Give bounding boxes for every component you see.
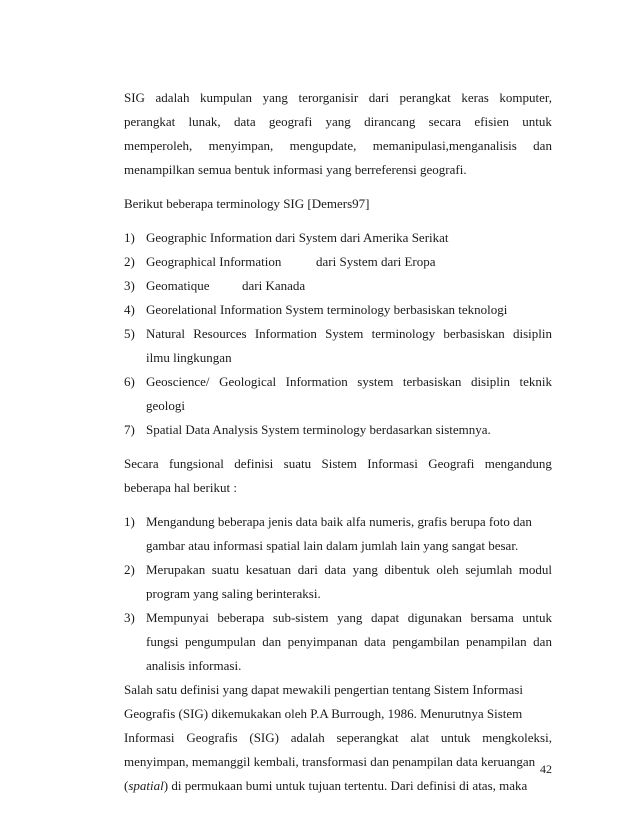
word: SIG (124, 90, 145, 105)
word: penampilan (466, 634, 527, 649)
word: pengambilan (392, 634, 460, 649)
word: fungsi (146, 634, 179, 649)
word: yang (262, 90, 288, 105)
word: untuk (522, 610, 552, 625)
word: Sistem (321, 456, 357, 471)
word: menyimpan, (208, 138, 274, 153)
word: Geoscience/ (146, 374, 210, 389)
text-line: ilmu lingkungan (146, 350, 232, 365)
word: Geografis (186, 730, 238, 745)
word: efisien (474, 114, 510, 129)
list-number: 2) (124, 562, 135, 577)
word: dapat (370, 610, 400, 625)
list-item (124, 274, 552, 298)
list-item (124, 370, 552, 418)
text-line (146, 606, 552, 630)
word: Informasi (124, 730, 175, 745)
word: Mempunyai (146, 610, 209, 625)
word: perangkat (124, 114, 176, 129)
text-line: program yang saling berinteraksi. (146, 586, 321, 601)
word: kesatuan (245, 562, 292, 577)
list-item (124, 250, 552, 274)
text-line: analisis informasi. (146, 658, 242, 673)
word: untuk (440, 730, 471, 745)
word: disiplin (470, 374, 510, 389)
word: dan (262, 634, 282, 649)
list-text: Spatial Data Analysis System terminology berdasarkan sistemnya. (146, 422, 491, 437)
list-number: 5) (124, 326, 135, 341)
word: geografi (268, 114, 313, 129)
word: Informasi (367, 456, 418, 471)
paragraph-burrough (124, 678, 552, 798)
word: berbasiskan (443, 326, 505, 341)
text-line (124, 86, 552, 110)
term-name: Geographical Information (146, 254, 282, 269)
word: dari (297, 562, 318, 577)
word: untuk (522, 114, 552, 129)
text-line (124, 110, 552, 134)
page-content (124, 86, 552, 798)
word: komputer, (499, 90, 552, 105)
word: sejumlah (465, 562, 513, 577)
paragraph-definition (124, 86, 552, 182)
word: yang (337, 610, 363, 625)
list-item (124, 418, 552, 442)
text-line (146, 370, 552, 394)
word: perangkat (399, 90, 451, 105)
word: penyimpanan (287, 634, 358, 649)
word: terbasiskan (402, 374, 462, 389)
word: oleh (436, 562, 459, 577)
text-line (146, 322, 552, 346)
word: terminology (371, 326, 436, 341)
word: bersama (470, 610, 514, 625)
word: sub-sistem (272, 610, 329, 625)
list-text (146, 558, 552, 606)
text-line (146, 558, 552, 582)
word: adalah (155, 90, 190, 105)
word: yang (352, 562, 378, 577)
list-text: Geographic Information dari System dari Amerika Serikat (146, 230, 449, 245)
word: Secara (124, 456, 159, 471)
word: modul (518, 562, 552, 577)
word: dirancang (364, 114, 416, 129)
word: Natural (146, 326, 185, 341)
term-name: Geomatique (146, 278, 210, 293)
term-origin: dari System dari Eropa (316, 254, 436, 269)
word: definisi (234, 456, 274, 471)
word: yang (325, 114, 351, 129)
list-text (146, 510, 552, 558)
list-item (124, 226, 552, 250)
text-line (146, 630, 552, 654)
text-line (124, 774, 552, 798)
list-number: 7) (124, 422, 135, 437)
word: Geografi (428, 456, 475, 471)
list-text (146, 274, 552, 298)
text-line (124, 726, 552, 750)
word: lunak, (188, 114, 221, 129)
word: dan (533, 138, 552, 153)
list-number: 4) (124, 302, 135, 317)
word: digunakan (407, 610, 462, 625)
list-item (124, 558, 552, 606)
text-line: menyimpan, memanggil kembali, transformasi dan penampilan data keruangan (124, 754, 536, 769)
list-text (146, 606, 552, 678)
list-number: 2) (124, 254, 135, 269)
list-number: 3) (124, 610, 135, 625)
text-line: Salah satu definisi yang dapat mewakili pengertian tentang Sistem Informasi (124, 682, 523, 697)
list-text: Georelational Information System terminology berbasiskan teknologi (146, 302, 508, 317)
list-text (146, 250, 552, 274)
text-line: Mengandung beberapa jenis data baik alfa numeris, grafis berupa foto dan (146, 514, 532, 529)
list-number: 6) (124, 374, 135, 389)
word: mengupdate, (289, 138, 357, 153)
word: memanipulasi,menganalisis (372, 138, 517, 153)
list-item (124, 322, 552, 370)
text-line: beberapa hal berikut : (124, 480, 237, 495)
word: data (364, 634, 386, 649)
list-text (146, 370, 552, 418)
word: disiplin (512, 326, 552, 341)
text-line: Geografis (SIG) dikemukakan oleh P.A Burrough, 1986. Menurutnya Sistem (124, 706, 523, 721)
function-list (124, 510, 552, 678)
text-line: geologi (146, 398, 185, 413)
text-line (124, 452, 552, 476)
italic-term: spatial (128, 778, 164, 793)
word: data (233, 114, 256, 129)
word: Information (285, 374, 348, 389)
text-line: gambar atau informasi spatial lain dalam jumlah lain yang sangat besar. (146, 538, 519, 553)
word: memperoleh, (124, 138, 193, 153)
word: dari (368, 90, 389, 105)
word: teknik (519, 374, 552, 389)
paren: ( (124, 778, 129, 793)
text-segment: ) di permukaan bumi untuk tujuan tertentu. Dari definisi di atas, maka (163, 778, 528, 793)
word: Information (254, 326, 317, 341)
word: kumpulan (200, 90, 253, 105)
text-line: menampilkan semua bentuk informasi yang berreferensi geografi. (124, 162, 467, 177)
word: mengkoleksi, (482, 730, 552, 745)
paragraph-functional (124, 452, 552, 500)
word: dan (533, 634, 552, 649)
word: terorganisir (298, 90, 359, 105)
terminology-list (124, 226, 552, 442)
word: Resources (193, 326, 247, 341)
word: beberapa (217, 610, 265, 625)
word: alat (410, 730, 430, 745)
word: suatu (211, 562, 240, 577)
word: fungsional (169, 456, 224, 471)
word: pengumpulan (185, 634, 256, 649)
word: (SIG) (249, 730, 279, 745)
list-text (146, 322, 552, 370)
word: suatu (283, 456, 312, 471)
text-line (124, 134, 552, 158)
word: System (325, 326, 364, 341)
word: Geological (219, 374, 277, 389)
word: keras (461, 90, 489, 105)
word: dibentuk (384, 562, 430, 577)
word: adalah (290, 730, 325, 745)
word: data (324, 562, 347, 577)
page-number: 42 (540, 762, 552, 776)
word: Merupakan (146, 562, 206, 577)
word: system (357, 374, 394, 389)
word: secara (428, 114, 462, 129)
terminology-intro: Berikut beberapa terminology SIG [Demers97] (124, 196, 370, 211)
list-item (124, 606, 552, 678)
word: mengandung (484, 456, 552, 471)
list-number: 1) (124, 230, 135, 245)
list-item (124, 510, 552, 558)
word: seperangkat (336, 730, 399, 745)
term-origin: dari Kanada (242, 278, 306, 293)
list-item (124, 298, 552, 322)
list-number: 1) (124, 514, 135, 529)
list-number: 3) (124, 278, 135, 293)
